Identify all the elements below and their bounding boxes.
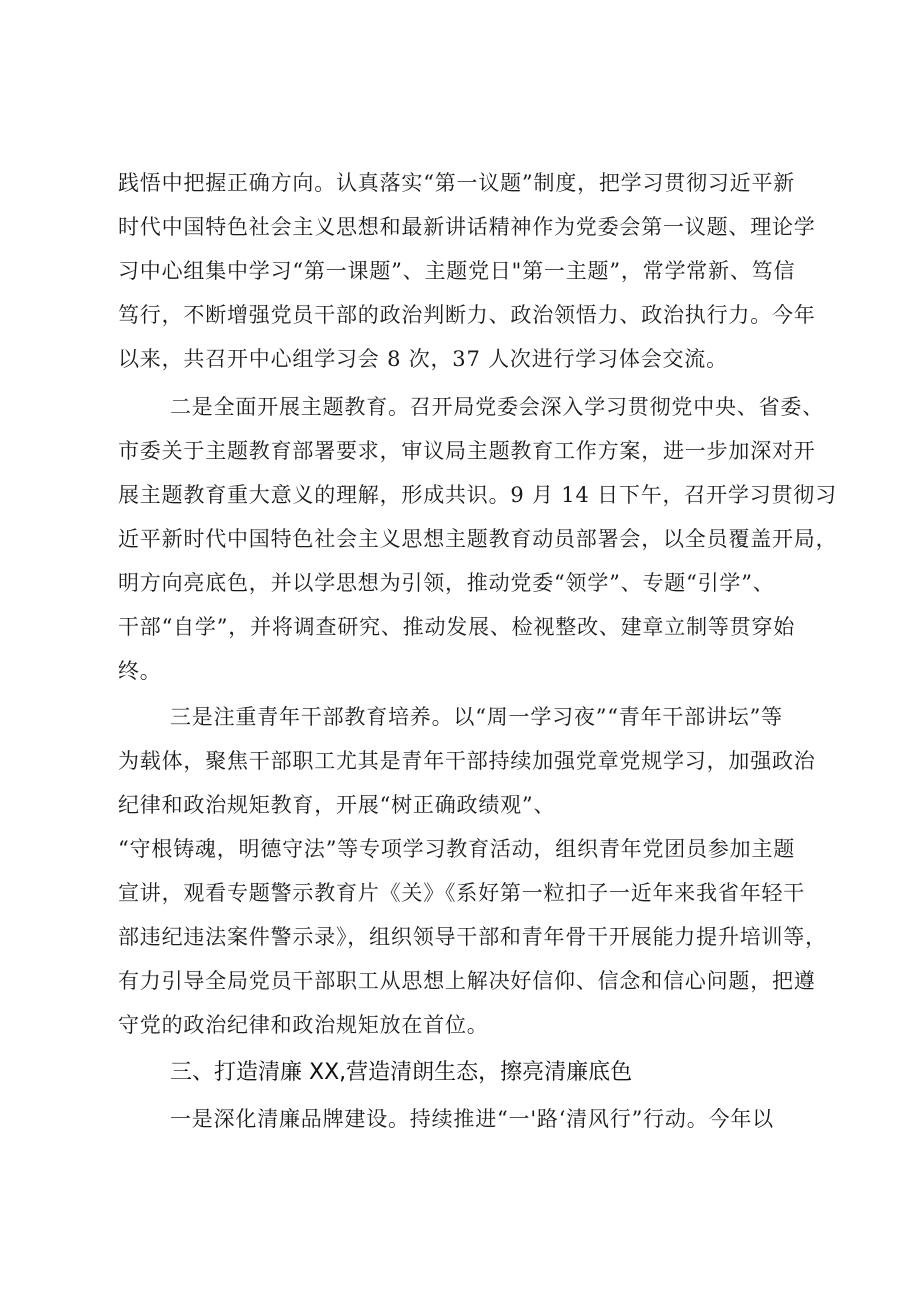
paragraph-line: 明方向亮底色，并以学思想为引领，推动党委“领学”、专题“引学”、 bbox=[118, 571, 775, 595]
section-heading: 三、打造清廉 XX,营造清朗生态，擦亮清廉底色 bbox=[170, 1060, 633, 1085]
paragraph-line: 市委关于主题教育部署要求，审议局主题教育工作方案，进一步加深对开 bbox=[118, 439, 816, 463]
paragraph-line: 三是注重青年干部教育培养。以“周一学习夜”“青年干部讲坛”等 bbox=[170, 705, 783, 729]
paragraph-line: 干部“自学”，并将调查研究、推动发展、检视整改、建章立制等贯穿始 bbox=[118, 615, 796, 639]
paragraph-line: 一是深化清廉品牌建设。持续推进“一'路‘清风行”行动。今年以 bbox=[170, 1107, 774, 1131]
paragraph-line: 展主题教育重大意义的理解，形成共识。9 月 14 日下午，召开学习贯彻习 bbox=[118, 483, 837, 507]
paragraph-line: 终。 bbox=[118, 659, 162, 683]
paragraph-line: 二是全面开展主题教育。召开局党委会深入学习贯彻党中央、省委、 bbox=[170, 395, 824, 419]
paragraph-line: 时代中国特色社会主义思想和最新讲话精神作为党委会第一议题、理论学 bbox=[118, 215, 816, 239]
paragraph-line: 以来，共召开中心组学习会 8 次，37 人次进行学习体会交流。 bbox=[118, 347, 728, 371]
paragraph-line: 守党的政治纪律和政治规矩放在首位。 bbox=[118, 1013, 489, 1037]
paragraph-line: 近平新时代中国特色社会主义思想主题教育动员部署会，以全员覆盖开局， bbox=[118, 527, 838, 551]
paragraph-line: 部违纪违法案件警示录》，组织领导干部和青年骨干开展能力提升培训等， bbox=[118, 925, 827, 949]
paragraph-line: 笃行，不断增强党员干部的政治判断力、政治领悟力、政治执行力。今年 bbox=[118, 303, 816, 327]
paragraph-line: 有力引导全局党员干部职工从思想上解决好信仰、信念和信心问题，把遵 bbox=[118, 969, 816, 993]
paragraph-line: 习中心组集中学习“第一课题”、主题党日"第一主题”，常学常新、笃信 bbox=[118, 259, 796, 283]
paragraph-line: 宣讲，观看专题警示教育片《关》《系好第一粒扣子一近年来我省年轻干 bbox=[118, 881, 806, 905]
paragraph-line: 践悟中把握正确方向。认真落实“第一议题”制度，把学习贯彻习近平新 bbox=[118, 171, 796, 195]
paragraph-line: 为载体，聚焦干部职工尤其是青年干部持续加强党章党规学习，加强政治 bbox=[118, 749, 816, 773]
paragraph-line: “守根铸魂，明德守法”等专项学习教育活动，组织青年党团员参加主题 bbox=[118, 837, 796, 861]
paragraph-line: 纪律和政治规矩教育，开展“树正确政绩观”、 bbox=[118, 793, 556, 817]
